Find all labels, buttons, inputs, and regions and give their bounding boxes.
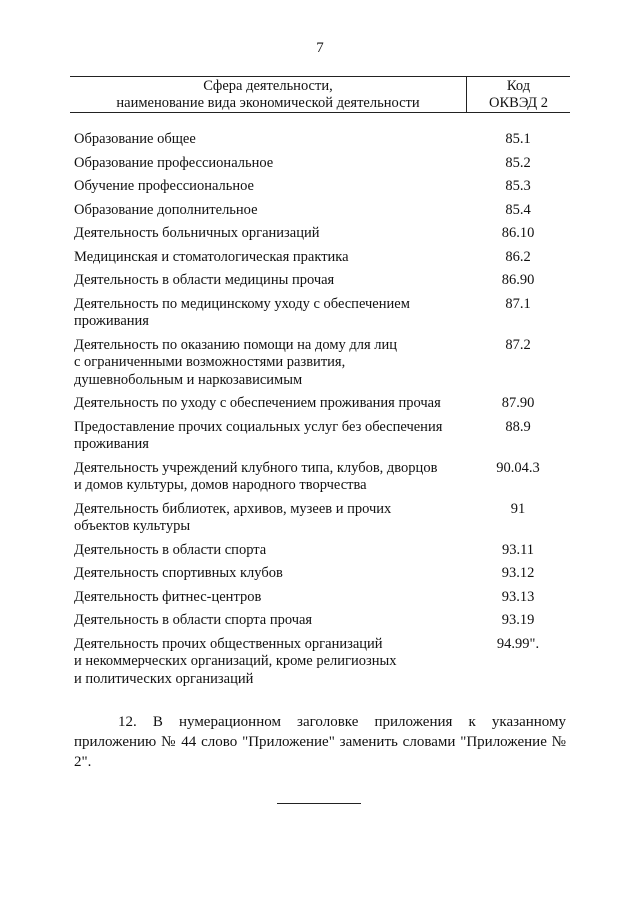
table-body [70,131,570,688]
activity-line: Деятельность в области спорта прочая [74,612,313,628]
activity-line: Обучение профессиональное [74,178,254,194]
activity-line: проживания [74,436,149,452]
code-cell: 94.99". [496,635,540,652]
table-row [70,225,570,243]
table-row [70,636,570,689]
activity-line: Деятельность в области медицины прочая [74,272,335,288]
code-cell: 93.12 [501,565,535,581]
activity-cell [70,589,466,607]
code-cell: 87.90 [501,395,535,411]
activity-line: Образование общее [74,131,196,147]
table-row [70,155,570,173]
activity-line: Деятельность по медицинскому уходу с обеспечением [74,295,410,312]
table-row [70,612,570,630]
activity-line: Деятельность прочих общественных организаций [74,635,383,652]
activity-cell [70,542,466,560]
activity-cell [70,155,466,173]
header-activity-line2: наименование вида экономической деятельности [116,95,420,111]
activity-cell [70,460,466,495]
activity-line: Деятельность спортивных клубов [74,565,283,581]
activity-line: Деятельность по уходу с обеспечением проживания прочая [74,395,441,411]
activity-line: и домов культуры, домов народного творчества [74,477,367,493]
table-row [70,296,570,331]
activity-line: Деятельность фитнес-центров [74,588,262,605]
activity-cell [70,202,466,220]
activity-cell [70,419,466,454]
code-cell: 90.04.3 [496,459,540,476]
table-row [70,178,570,196]
activity-line: душевнобольным и наркозависимым [74,371,303,388]
table-row [70,337,570,390]
activity-line: Предоставление прочих социальных услуг без обеспечения [74,418,443,435]
header-code [467,77,570,112]
code-cell: 86.90 [501,272,535,288]
table-row [70,249,570,267]
activity-line: с ограниченными возможностями развития, [74,354,346,370]
table-row [70,419,570,454]
page-number: 7 [316,40,324,56]
header-activity-line1: Сфера деятельности, [203,78,333,94]
table-row [70,272,570,290]
activity-cell [70,395,466,413]
okved-table [70,76,570,694]
end-rule [277,803,361,804]
code-cell: 86.2 [505,248,531,265]
table-row [70,589,570,607]
table-header [70,76,570,113]
code-cell: 93.19 [501,612,535,628]
table-row [70,501,570,536]
code-cell: 93.13 [501,588,535,605]
activity-line: Образование профессиональное [74,154,274,171]
table-row [70,131,570,149]
code-cell: 86.10 [501,225,535,241]
activity-cell [70,131,466,149]
activity-line: объектов культуры [74,518,191,534]
code-cell: 85.4 [505,201,531,218]
activity-cell [70,249,466,267]
activity-cell [70,337,466,390]
activity-line: Деятельность учреждений клубного типа, клубов, дворцов [74,459,438,476]
activity-cell [70,565,466,583]
activity-line: и некоммерческих организаций, кроме религиозных [74,653,397,669]
activity-line: Медицинская и стоматологическая практика [74,248,349,265]
activity-line: Деятельность библиотек, архивов, музеев и прочих [74,500,392,517]
table-row [70,542,570,560]
table-row [70,565,570,583]
activity-line: Образование дополнительное [74,201,258,218]
activity-cell [70,501,466,536]
header-activity [70,77,467,112]
code-cell: 88.9 [505,418,531,435]
table-row [70,202,570,220]
activity-line: и политических организаций [74,670,254,687]
activity-cell [70,225,466,243]
code-cell: 91 [510,500,526,517]
activity-cell [70,612,466,630]
header-code-line1: Код [506,78,531,94]
header-code-line2: ОКВЭД 2 [489,95,548,111]
amendment-paragraph: 12. В нумерационном заголовке приложения к указанному приложению № 44 слово "Приложение" заменить словами "Приложение № 2". [74,714,566,770]
activity-line: Деятельность в области спорта [74,541,267,558]
code-cell: 93.11 [501,541,535,558]
activity-line: проживания [74,313,149,329]
code-cell: 85.2 [505,154,531,171]
code-cell: 85.3 [505,178,531,194]
code-cell: 87.2 [505,336,531,353]
activity-cell [70,636,466,689]
activity-cell [70,178,466,196]
activity-line: Деятельность по оказанию помощи на дому для лиц [74,336,398,353]
activity-line: Деятельность больничных организаций [74,225,320,241]
table-row [70,395,570,413]
activity-cell [70,296,466,331]
code-cell: 87.1 [505,295,531,312]
activity-cell [70,272,466,290]
table-row [70,460,570,495]
code-cell: 85.1 [505,131,531,147]
